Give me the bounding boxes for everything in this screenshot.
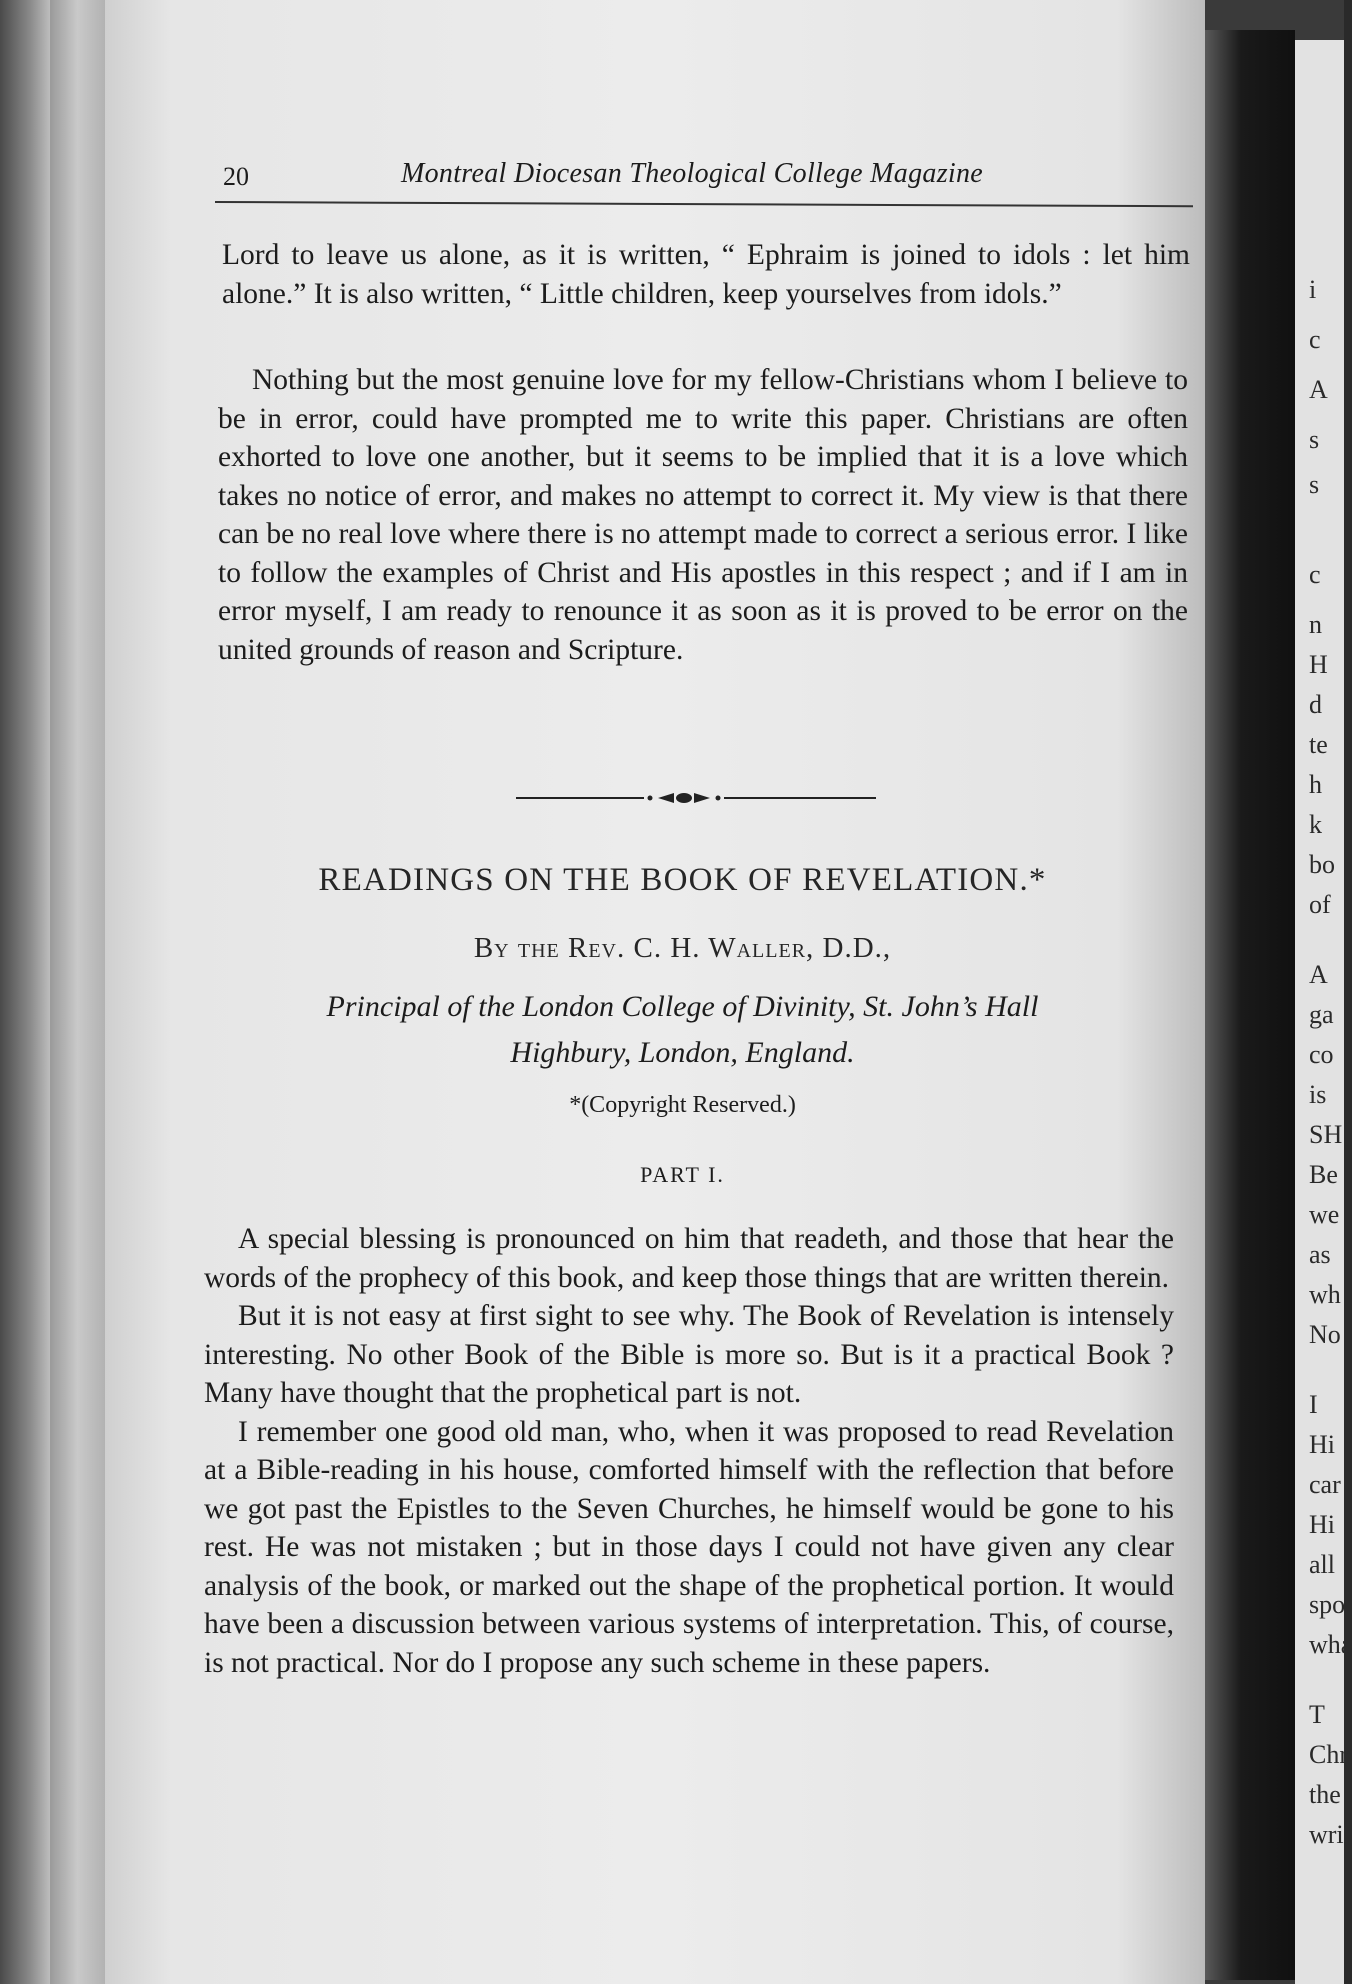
author-affiliation xyxy=(230,984,1135,1076)
facing-page-fragment: car xyxy=(1309,1470,1341,1499)
facing-page-fragment: all xyxy=(1309,1550,1335,1579)
article-body xyxy=(204,1220,1174,1682)
facing-page-fragment: spo xyxy=(1309,1590,1346,1619)
facing-page-fragment: c xyxy=(1309,325,1321,354)
facing-page-fragment: A xyxy=(1309,960,1328,989)
intro-paragraph-2: Nothing but the most genuine love for my fellow-Christians whom I believe to be in error, could have prompted me to write this paper. Christians are often exhorted to love one another, but it seems to be implied that it is a love which takes no notice of error, and makes no attempt to correct it. My view is that there can be no real love where there is no attempt made to correct a serious error. I like to follow the examples of Christ and His apostles in this respect ; and if I am in error myself, I am ready to renounce it as soon as it is proved to be error on the united grounds of reason and Scripture. xyxy=(218,364,1188,666)
facing-page-fragment: Chr xyxy=(1309,1740,1348,1769)
section-divider-ornament xyxy=(516,786,876,810)
facing-page-fragment: s xyxy=(1309,470,1320,499)
facing-page-fragment: wri xyxy=(1309,1820,1344,1849)
left-page-edge xyxy=(0,0,50,1984)
facing-page-fragment: bo xyxy=(1309,850,1335,879)
affiliation-line-2: Highbury, London, England. xyxy=(510,1036,855,1069)
facing-page-fragment: Hi xyxy=(1309,1510,1335,1539)
facing-page-fragment: Be xyxy=(1309,1160,1338,1189)
part-heading: PART I. xyxy=(640,1162,725,1187)
facing-page-fragment: I xyxy=(1309,1390,1318,1419)
page-number: 20 xyxy=(223,162,249,191)
facing-page-fragment: h xyxy=(1309,770,1322,799)
facing-page-fragment: wha xyxy=(1309,1630,1352,1659)
facing-page-fragment: s xyxy=(1309,425,1320,454)
article-paragraph-1: A special blessing is pronounced on him that readeth, and those that hear the words of the prophecy of this book, and keep those things that are written therein. xyxy=(204,1223,1174,1294)
facing-page-fragment: No xyxy=(1309,1320,1341,1349)
facing-page-fragment: we xyxy=(1309,1200,1340,1229)
facing-page-fragment: of xyxy=(1309,890,1331,919)
facing-page-fragment: H xyxy=(1309,650,1328,679)
intro-text xyxy=(222,236,1190,313)
facing-page-fragment: wh xyxy=(1309,1280,1341,1309)
facing-page-fragment: A xyxy=(1309,375,1328,404)
facing-page-fragment: n xyxy=(1309,610,1322,639)
page-margin-shadow xyxy=(50,0,105,1984)
article-paragraph-2: But it is not easy at first sight to see why. The Book of Revelation is intensely interesting. No other Book of the Bible is more so. But is it a practical Book ? Many have thought that the prophetical part is not. xyxy=(204,1300,1174,1409)
facing-page-fragment: ga xyxy=(1309,1000,1334,1029)
facing-page-fragment: SH xyxy=(1309,1120,1343,1149)
intro-text-2 xyxy=(218,361,1188,669)
facing-page-fragment: i xyxy=(1309,275,1317,304)
facing-page-fragment: as xyxy=(1309,1240,1331,1269)
running-title: Montreal Diocesan Theological College Magazine xyxy=(401,158,984,189)
facing-page-edge xyxy=(1295,40,1352,1984)
copyright-note: *(Copyright Reserved.) xyxy=(569,1092,796,1118)
article-paragraph-3: I remember one good old man, who, when it was proposed to read Revelation at a Bible-reading in his house, comforted himself with the reflection that before we got past the Epistles to the Seven Churches, he himself would be gone to his rest. He was not mistaken ; but in those days I could not have given any clear analysis of the book, or marked out the shape of the prophetical portion. It would have been a discussion between various systems of interpretation. This, of course, is not practical. Nor do I propose any such scheme in these papers. xyxy=(204,1415,1174,1679)
facing-page-fragment: k xyxy=(1309,810,1322,839)
page-header xyxy=(223,156,1193,216)
intro-paragraph-1: Lord to leave us alone, as it is written, “ Ephraim is joined to idols : let him alone.” It is also written, “ Little children, keep yourselves from idols.” xyxy=(222,239,1190,310)
facing-page-fragment: is xyxy=(1309,1080,1327,1109)
affiliation-line-1: Principal of the London College of Divinity, St. John’s Hall xyxy=(326,990,1039,1023)
facing-page-fragment: T xyxy=(1309,1700,1325,1729)
article-byline: By the Rev. C. H. Waller, D.D., xyxy=(473,932,892,964)
facing-page-fragment: te xyxy=(1309,730,1328,759)
article-title: READINGS ON THE BOOK OF REVELATION.* xyxy=(318,862,1047,898)
facing-page-fragment: d xyxy=(1309,690,1322,719)
facing-page-fragment: co xyxy=(1309,1040,1334,1069)
facing-page-fragment: the xyxy=(1309,1780,1341,1809)
facing-page-fragment: Hi xyxy=(1309,1430,1335,1459)
book-gutter xyxy=(1205,30,1295,1980)
facing-page-fragment: c xyxy=(1309,560,1321,589)
